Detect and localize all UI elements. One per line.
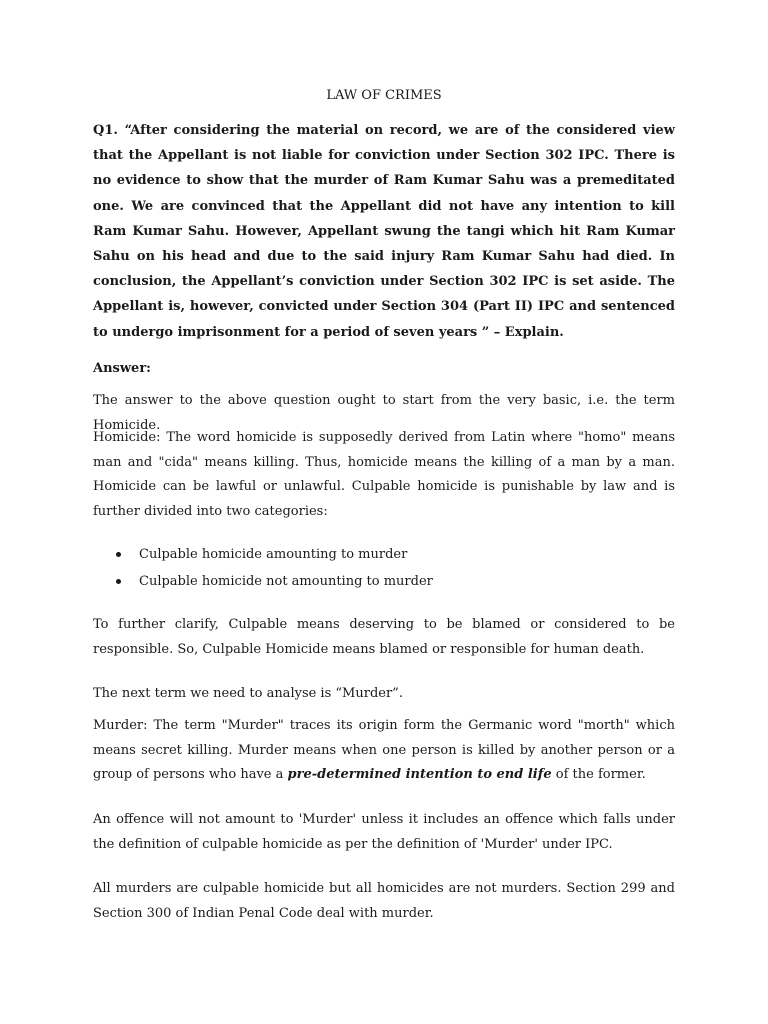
paragraph-murder: [93, 714, 675, 788]
paragraph-intro: The answer to the above question ought to start from the very basic, i.e. the term Homicide.: [93, 393, 675, 433]
murder-text-end: of the former.: [551, 767, 646, 783]
document-title: LAW OF CRIMES: [326, 88, 442, 103]
paragraph-culpable: To further clarify, Culpable means deserving to be blamed or considered to be responsible. So, Culpable Homicide means blamed or responsible for human death.: [93, 617, 675, 657]
answer-label: Answer:: [93, 361, 151, 376]
paragraph-homicide: Homicide: The word homicide is supposedly derived from Latin where "homo" means man and "cida" means killing. Thus, homicide means the killing of a man by a man. Homicide can be lawful or unlawful. Culpable homicide is punishable by law and is further divided into two categories:: [93, 430, 675, 519]
paragraph-offence: An offence will not amount to 'Murder' unless it includes an offence which falls under the definition of culpable homicide as per the definition of 'Murder' under IPC.: [93, 812, 675, 852]
list-item: [116, 543, 656, 570]
paragraph-next-term: The next term we need to analyse is “Murder”.: [93, 686, 403, 701]
bullet-icon: [116, 579, 121, 584]
list-item-text: Culpable homicide amounting to murder: [139, 547, 408, 562]
bullet-icon: [116, 552, 121, 557]
emphasis-text: pre-determined intention to end life: [287, 767, 552, 783]
murder-text-start: Murder: The term "Murder" traces its origin form the Germanic word "morth" which means secret killing. Murder means when one person is killed by another person or a group of persons who have a: [93, 718, 675, 783]
paragraph-sections: All murders are culpable homicide but all homicides are not murders. Section 299 and Section 300 of Indian Penal Code deal with murder.: [93, 881, 675, 921]
question-text: Q1. “After considering the material on record, we are of the considered view that the Appellant is not liable for conviction under Section 302 IPC. There is no evidence to show that the murder of Ram Kumar Sahu was a premeditated one. We are convinced that the Appellant did not have any intention to kill Ram Kumar Sahu. However, Appellant swung the tangi which hit Ram Kumar Sahu on his head and due to the said injury Ram Kumar Sahu had died. In conclusion, the Appellant’s conviction under Section 302 IPC is set aside. The Appellant is, however, convicted under Section 304 (Part II) IPC and sentenced to undergo imprisonment for a period of seven years ” – Explain.: [93, 123, 675, 340]
list-item: [116, 570, 656, 597]
list-item-text: Culpable homicide not amounting to murder: [139, 574, 433, 589]
homicide-categories-list: [116, 543, 656, 597]
